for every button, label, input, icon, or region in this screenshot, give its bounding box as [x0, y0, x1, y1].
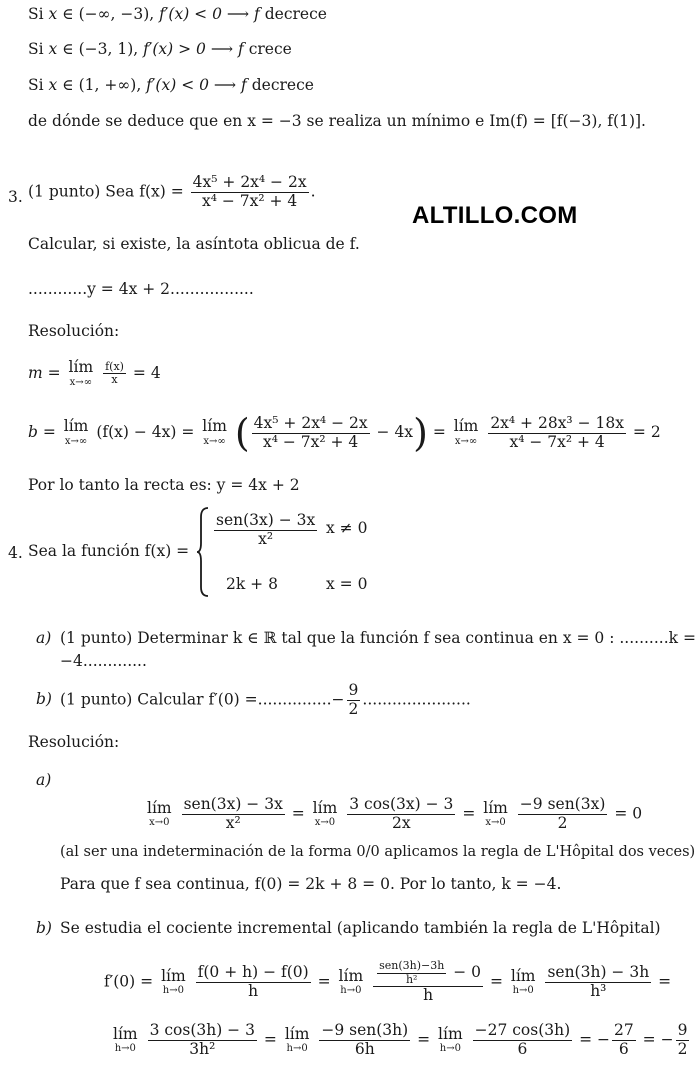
b-mid: (f(x) − 4x) =: [96, 423, 200, 441]
limit: [284, 1024, 310, 1055]
denominator: h: [248, 982, 259, 1001]
watermark-logo: ALTILLO.COM: [412, 202, 578, 229]
part-a-text-2: −4.............: [60, 652, 147, 670]
denominator: 2: [557, 813, 568, 832]
resolucion-b-label: [36, 921, 52, 937]
monotony-line-3: Si x ∈ (1, +∞), f′(x) < 0 ⟶ f decrece: [28, 76, 314, 94]
lim-text: lím: [161, 966, 186, 985]
brace-icon: [196, 507, 210, 597]
label: a): [36, 629, 52, 647]
word: decrece: [251, 76, 314, 94]
problem-3-statement: (1 punto) Sea f(x) = $\frac{\text{4x⁵ + 2x⁴ − 2x}}{\text{x⁴ − 7x² + 4}}$ .: [28, 173, 316, 210]
problem-4-number: 4.: [8, 544, 23, 562]
numerator: sen(3x) − 3x: [183, 795, 283, 813]
label: b): [36, 919, 52, 937]
fraction: [182, 796, 285, 833]
limit: [510, 966, 536, 997]
numerator: 4x⁵ + 2x⁴ − 2x: [253, 413, 368, 432]
part-a-label: [36, 631, 51, 647]
limit: [454, 419, 479, 447]
piecewise-cond-2: x = 0: [326, 575, 368, 593]
monotony-line-2: Si x ∈ (−3, 1), f′(x) > 0 ⟶ f crece: [28, 40, 292, 58]
denominator: 2: [677, 1039, 688, 1058]
lim-sub: h→0: [340, 985, 362, 997]
lim-text: lím: [510, 966, 536, 985]
lim-text: lím: [338, 966, 364, 985]
limit: [161, 966, 186, 997]
numerator: f(0 + h) − f(0): [197, 963, 309, 982]
lim-sub: h→0: [439, 1043, 461, 1055]
problem-4-resolucion: Resolución:: [28, 733, 120, 751]
close-paren: ): [413, 411, 428, 455]
lim-text: lím: [147, 798, 172, 817]
fraction: [473, 1022, 573, 1059]
open-paren: (: [234, 411, 250, 455]
numerator: [373, 960, 483, 987]
resolucion-a-label: [36, 773, 51, 789]
nested-fraction: [373, 960, 483, 1005]
problem-3-number: 3.: [8, 188, 23, 206]
fraction: [196, 964, 311, 1001]
fraction: [214, 512, 317, 549]
denominator: x⁴ − 7x² + 4: [262, 432, 359, 451]
fraction: [103, 361, 126, 387]
fraction: [488, 415, 626, 452]
inner-fraction: [377, 960, 446, 986]
problem-3-ask: Calcular, si existe, la asíntota oblicua de f.: [28, 235, 360, 253]
lim-text: lím: [453, 417, 479, 436]
lim-sub: h→0: [512, 985, 534, 997]
numerator: f(x): [105, 359, 124, 373]
problem-3-answer: ............y = 4x + 2.................: [28, 280, 254, 298]
lim-sub: x→∞: [69, 376, 93, 388]
fraction: [545, 964, 651, 1001]
condition: f′(x) > 0 ⟶: [143, 40, 238, 58]
lim-text: lím: [63, 417, 89, 436]
b-label: b =: [28, 423, 61, 441]
limit: [202, 419, 227, 447]
monotony-conclusion: de dónde se deduce que en x = −3 se realiza un mínimo e Im(f) = [f(−3), f(1)].: [28, 112, 646, 130]
numerator: sen(3x) − 3x: [216, 511, 316, 529]
text: Si: [28, 40, 49, 58]
resolucion-b-formula-2: lím h→0 $\frac{3 \cos(3h) - 3}{\text{3h²}}$ = lím h→0 $\frac{\text{−9 sen(3h)}}{6h}$ = lím h→0 $\frac{-27 \cos(3h)}{6}$ = − $\frac{27}{6}$ = − $\frac{9}{2}$: [113, 1021, 688, 1058]
denominator: x⁴ − 7x² + 4: [201, 191, 298, 210]
interval: (1, +∞): [78, 76, 137, 94]
result: = 4: [132, 363, 161, 382]
numerator: 3 cos(3h) − 3: [149, 1021, 255, 1039]
limit: [483, 798, 508, 829]
numerator: sen(3h) − 3h: [547, 963, 650, 982]
denominator: x²: [225, 813, 241, 832]
fraction: [612, 1022, 636, 1059]
part-b-text: [60, 682, 471, 719]
lim-sub: h→0: [162, 985, 184, 997]
text: Si: [28, 76, 49, 94]
f-prime-label: f′(0) =: [104, 972, 159, 991]
statement-text: (1 punto) Sea f(x) =: [28, 182, 184, 201]
resolucion-b-text: Se estudia el cociente incremental (aplicando también la regla de L'Hôpital): [60, 919, 661, 937]
lim-sub: x→0: [485, 817, 506, 829]
numerator: 9: [348, 681, 359, 699]
denominator: h: [423, 986, 434, 1005]
part-a-text: (1 punto) Determinar k ∈ ℝ tal que la función f sea continua en x = 0 : ..........k =: [60, 629, 696, 647]
lim-text: lím: [312, 798, 338, 817]
problem-3-resolucion: Resolución:: [28, 322, 120, 340]
resolucion-a-formula: lím x→0 $\frac{\text{sen(3x) − 3x}}{\text{x²}}$ = lím x→0 $\frac{3 \cos(3x) - 3}{2x}$ = lím x→0 $\frac{\text{−9 sen(3x)}}{2}$ = 0: [147, 795, 643, 832]
limit: [69, 360, 94, 388]
piecewise-case-2: 2k + 8: [226, 575, 278, 593]
numerator: 9: [677, 1021, 688, 1039]
fraction: [319, 1022, 410, 1059]
lim-sub: x→∞: [64, 435, 88, 447]
lim-sub: h→0: [114, 1043, 136, 1055]
numerator: −27 cos(3h): [474, 1021, 571, 1039]
minus-4x: − 4x: [376, 423, 414, 441]
lim-text: lím: [113, 1024, 138, 1043]
interval: (−3, 1): [78, 40, 134, 58]
minus-zero: − 0: [453, 963, 482, 982]
problem-3-b-formula: [28, 411, 661, 455]
problem-3-conclusion: Por lo tanto la recta es: y = 4x + 2: [28, 476, 300, 494]
denominator: 6: [618, 1039, 629, 1058]
denominator: x⁴ − 7x² + 4: [509, 432, 605, 451]
limit: [64, 419, 89, 447]
limit: [113, 1024, 138, 1055]
limit: [312, 798, 338, 829]
denominator: 6: [517, 1039, 528, 1058]
fraction: [676, 1022, 690, 1059]
text: Si: [28, 5, 49, 23]
fraction: [252, 415, 370, 452]
condition: f′(x) < 0 ⟶: [159, 5, 255, 23]
denominator: 3h²: [189, 1039, 216, 1058]
label: b): [36, 690, 52, 708]
limit: [438, 1024, 463, 1055]
numerator: 2x⁴ + 28x³ − 18x: [490, 413, 624, 432]
denominator: x: [111, 373, 118, 387]
resolucion-a-continuity: Para que f sea continua, f(0) = 2k + 8 = 0. Por lo tanto, k = −4.: [60, 875, 562, 893]
word: crece: [248, 40, 292, 58]
denominator: 6h: [354, 1039, 375, 1058]
label: a): [36, 771, 52, 789]
fraction: [347, 796, 455, 833]
piecewise-cond-1: x ≠ 0: [326, 519, 368, 537]
numerator: 27: [614, 1021, 634, 1039]
lim-sub: x→∞: [203, 435, 226, 447]
problem-3-fraction: [191, 174, 309, 211]
interval: (−∞, −3): [78, 5, 150, 23]
resolucion-b-formula-1: f′(0) = lím h→0 $\frac{f(0 + h) - f(0)}{h}$ = lím h→0 $\frac{\text{sen(3h)−3h}}{\text{h²}}$ − 0 h = lím h→0 $\frac{\text{sen(3h) − 3h}}{\text{h³}}$ =: [104, 959, 672, 1005]
lim-text: lím: [202, 417, 227, 436]
dots: ......................: [362, 690, 471, 709]
numerator: 4x⁵ + 2x⁴ − 2x: [192, 173, 307, 191]
equals: =: [432, 423, 451, 441]
fraction: [347, 682, 361, 719]
numerator: −9 sen(3x): [519, 795, 606, 813]
denominator: 2: [348, 699, 359, 718]
denominator: 2x: [392, 813, 411, 832]
text: (1 punto) Calcular f′(0) =...............−: [60, 690, 345, 709]
lim-text: lím: [68, 358, 94, 376]
m-label: m =: [28, 363, 66, 382]
denominator: h³: [590, 982, 607, 1001]
lim-sub: x→0: [149, 817, 170, 829]
piecewise-case-1: [212, 512, 319, 549]
limit: [338, 966, 364, 997]
numerator: sen(3h)−3h: [379, 959, 445, 972]
limit: [147, 798, 172, 829]
fraction: [148, 1022, 257, 1059]
denominator: h²: [405, 972, 418, 986]
denominator: x²: [258, 529, 274, 548]
resolucion-a-note: (al ser una indeterminación de la forma 0/0 aplicamos la regla de L'Hôpital dos veces): [60, 844, 696, 860]
monotony-line-1: Si x ∈ (−∞, −3), f′(x) < 0 ⟶ f decrece: [28, 5, 327, 23]
part-b-label: [36, 692, 52, 708]
result: = 0: [614, 804, 643, 823]
lim-text: lím: [438, 1024, 463, 1043]
numerator: 3 cos(3x) − 3: [349, 795, 454, 813]
lim-text: lím: [284, 1024, 310, 1043]
numerator: −9 sen(3h): [321, 1021, 409, 1039]
lim-sub: x→∞: [454, 435, 478, 447]
problem-4-statement: Sea la función f(x) =: [28, 542, 190, 560]
lim-text: lím: [483, 798, 508, 817]
condition: f′(x) < 0 ⟶: [146, 76, 242, 94]
lim-sub: h→0: [286, 1043, 308, 1055]
lim-sub: x→0: [314, 817, 336, 829]
word: decrece: [264, 5, 327, 23]
result: = 2: [632, 423, 661, 441]
problem-3-m-formula: [28, 360, 161, 388]
fraction: [518, 796, 608, 833]
